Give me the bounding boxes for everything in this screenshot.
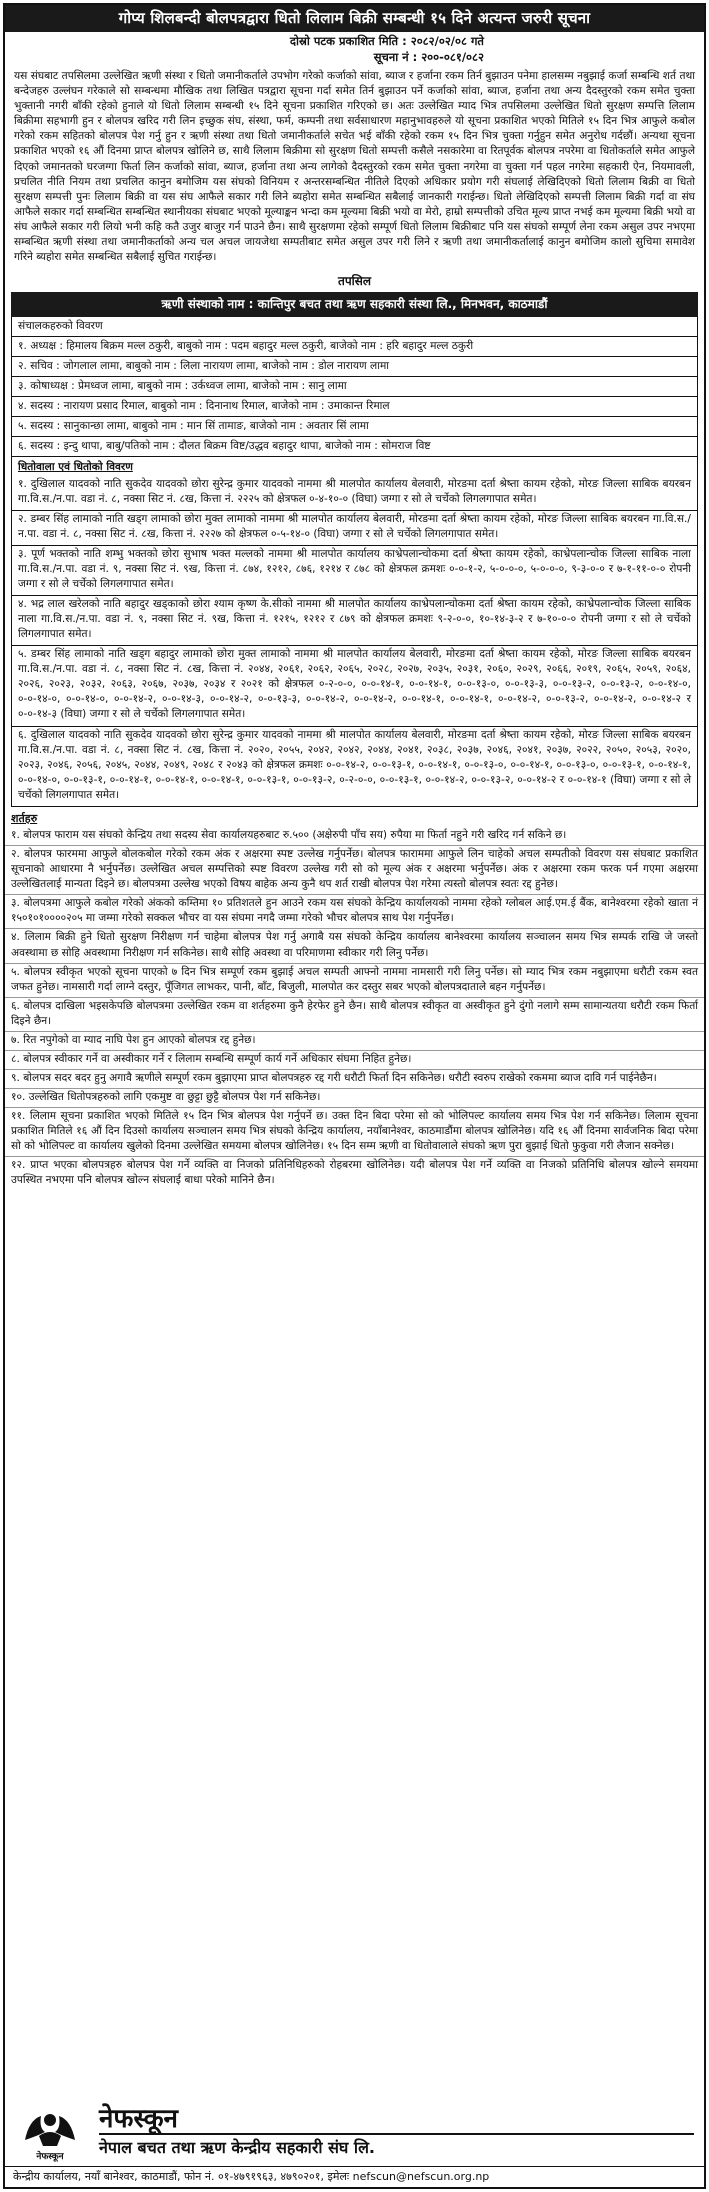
member-row: २. सचिव : जोगलाल लामा, बाबुको नाम : लिला नारायण लामा, बाजेको नाम : डोल नारायण लामा xyxy=(12,357,697,377)
members-table xyxy=(11,317,698,457)
intro-paragraph: यस संघबाट तपसिलमा उल्लेखित ऋणी संस्था र धितो जमानीकर्ताले उपभोग गरेको कर्जाको सांवा, ब्याज र हर्जाना रकम तिर्न बुझाउन पनेमा हालसम्म नबुझाई कर्जा सम्बन्धि शर्त तथा बन्देजहरु उल्लंघन गरेकाले सो सम्बन्धमा मौखिक तथा लिखित पत्रद्वारा सूचना गर्दा समेत तिर्न बुझाउन पर्ने कर्जाको सांवा, ब्याज, हर्जाना तथा अन्य दैदस्तुरको रकम समेत चुक्ता भुक्तानी नगरी बाँकी रहेको हुनाले यो धितो लिलाम सम्बन्धी १५ दिने सूचना प्रकाशित गरिएको छ। अतः उल्लेखित म्याद भित्र तपसिलमा उल्लेखित धितो सुरक्षण सम्पत्ति लिलाम बिक्रीमा सहभागी हुन र बोलपत्र खरिद गरी लिन इच्छुक संघ, संस्था, फर्म, कम्पनी तथा सर्वसाधारण महानुभावहरुले यो सूचना प्रकाशित भएको मितिले १५ दिन भित्र आफुले कबोल गरेको रकम सहितको बोलपत्र पेश गर्नु हुन र ऋणी संस्था तथा धितो जमानीकर्ताले सचेत भई बाँकी रहेको रकम १५ दिन भित्र चुक्ता गर्नुहुन समेत अनुरोध गर्दछौं। अन्यथा सूचना प्रकाशित भएको १६ औं दिनमा प्राप्त बोलपत्र खोलिने छ, साथै लिलाम बिक्रीमा सो सुरक्षण धितो सम्पत्ती कसैले नसकारेमा वा रितपूर्वक बोलपत्र नपरेमा वा धितोकर्ताले समेत आफुले दिएको जमानतको घरजग्गा फिर्ता लिन कर्जाको सांवा, ब्याज, हर्जाना तथा अन्य लागेको दैदस्तुरको रकम समेत चुक्ता नगरेमा वा चुक्ता गर्न पहल नगरेमा सहकारी ऐन, नियमावली, प्रचलित नीति नियम तथा प्रचलित कानुन बमोजिम यस संघको विनियम र अन्तरसम्बन्धित नीतिले दिएको अधिकार प्रयोग गरी संघलाई लेखिदिएको धितो लिलाम बिक्री वा धितो सुरक्षण सम्पत्ती पुनः लिलाम बिक्री वा यस संघ आफैले सकार गरी लिने ब्यहोरा समेत सम्बन्धित सबैलाई जानकारी गराईन्छ। धितो लेखिदिएको सम्पत्ती लिलाम बिक्री गर्दा वा संघ आफैले सकार गर्दा सम्बन्धित सम्बन्धित स्थानीयका संघबाट भएको मूल्याङ्कन भन्दा कम मूल्यमा बिक्री भयो वा मेरो, हाम्रो सम्पत्तीको उचित मूल्य प्राप्त नभई कम मूल्यमा बिक्री भयो वा संघ आफैले सकार गरी लियो भनी कहि कतै उजुर बाजुर गर्न पाउने छैन। साथै सुरक्षणमा रहेको सम्पूर्ण धितो लिलाम बिक्रीबाट पनि यस संघको सम्पूर्ण लेना रकम असुल उपर नभएमा सम्बन्धित ऋणी संस्था तथा जमानीकर्ताको अन्य चल अचल जायजेथा सम्पतीबाट समेत असुल उपर गरी लिने र ऋणी तथा जमानीकर्तालाई कानुन बमोजिम कालो सुचिमा समावेश गरिने ब्यहोरा समेत सम्बन्धित सबैलाई सुचित गराईन्छ। xyxy=(14,70,696,263)
term-item: ३. बोलपत्रमा आफुले कबोल गरेको अंकको कम्तिमा १० प्रतिशतले हुन आउने रकम यस संघको केन्द्रिय कार्यालयको नाममा रहेको ग्लोबल आई.एम.ई बैंक, बानेश्वरमा रहेको खाता नं १५०१०१००००२०५ मा जम्मा गरेको सक्कल भौचर वा यस संघमा नगदै जम्मा गरेको भौचर बोलपत्र साथ पेश गर्नुपर्नेछ। xyxy=(5,895,704,929)
org-name-block xyxy=(99,2105,694,2160)
term-item: ५. बोलपत्र स्वीकृत भएको सूचना पाएको ७ दिन भित्र सम्पूर्ण रकम बुझाई अचल सम्पती आफ्नो नाममा नामसारी गरी लिनु पर्नेछ। सो म्याद भित्र रकम नबुझाएमा धरौटी रकम स्वत जफत हुनेछ। नामसारी गर्दा लाग्ने दस्तुर, पूँजिगत लाभकर, पानी, बाँट, बिजुली, मालपोत कर दस्तुर सबर भएको बोलपत्रदाताले बहन गर्नुपर्नेछ। xyxy=(5,964,704,998)
members-header: संचालकहरुको विवरण xyxy=(12,317,697,337)
notice-number: सूचना नं : २००-०८१/०८२ xyxy=(373,49,484,64)
term-item: १. बोलपत्र फाराम यस संघको केन्द्रिय तथा सदस्य सेवा कार्यालयहरुबाट रु.५०० (अक्षेरुपी पाँच सय) रुपैया मा फिर्ता नहुने गरी खरिद गर्न सकिने छ। xyxy=(5,827,704,846)
collateral-item: ५. डम्बर सिंह लामाको नाति खड्ग बहादुर लामाको छोरा मुक्त लामाको नाममा श्री मालपोत कार्यालय बेलवारी, मोरङमा दर्ता श्रेष्ता कायम रहेको, मोरङ जिल्ला साबिक बयरबन गा.वि.स./न.पा. वडा नं. ८, नक्सा सिट नं. ८ख, कित्ता नं. २०४४, २०६१, २०६२, २०६५, २०२८, २०२७, २०३५, २०३१, २०६०, २०२९, २०६६, २०१९, २०६५, २०५९, २०६४, २०२६, २०२३, २०३२, २०६३, २०६७, २०३७, २०३४ र २०२१ को क्षेत्रफल ०-२-०-०, ०-०-१४-१, ०-०-१४-१, ०-०-१३-०, ०-०-१३-३, ०-०-१३-२, ०-०-१३-२, ०-०-१४-०, ०-०-१४-०, ०-०-१४-०, ०-०-१४-२, ०-०-१४-३, ०-०-१४-२, ०-०-१३-३, ०-०-१४-२, ०-०-१४-२, ०-०-१४-१, ०-०-१४-१, ०-०-१४-२, ०-०-१३-२, ०-०-१४-२, ०-०-१४-२ र ०-०-१४-३ (विघा) जग्गा र सो ले चर्चेको लिगलगापात समेत। xyxy=(12,646,697,726)
term-item: ४. लिलाम बिक्री हुने धितो सुरक्षण निरीक्षण गर्न चाहेमा बोलपत्र पेश गर्नु अगाबै यस संघको केन्द्रिय कार्यालय बानेश्वरमा कार्यालय सञ्चालन समय भित्र सम्पर्क राखि जे जस्तो अवस्थामा छ सोहि अवस्थामा निरीक्षण गर्न सकिनेछ। साथै सोहि अवस्था वा परिमाणमा स्वीकार गरी लिनु पर्नेछ। xyxy=(5,929,704,963)
collateral-item: ६. दुखिलाल यादवको नाति सुकदेव यादवको छोरा सुरेन्द्र कुमार यादवको नाममा श्री मालपोत कार्यालय बेलवारी, मोरङमा दर्ता श्रेष्ता कायम रहेको, मोरङ जिल्ला साबिक बयरबन गा.वि.स./न.पा. वडा नं. ८, नक्सा सिट नं. ८ख, कित्ता नं. २०२०, २०५५, २०४२, २०४२, २०४४, २०४१, २०३८, २०३७, २०४६, २०४१, २०३७, २०२२, २०५०, २०५३, २०२०, २०२३, २०४६, २०५६, २०४५, २०४४, २०४९, २०४८ र २०४३ को क्षेत्रफल क्रमशः ०-०-१४-२, ०-०-१३-१, ०-०-१४-१, ०-०-१३-०, ०-०-१४-१, ०-०-१३-०, ०-०-१३-१, ०-०-१४-१, ०-०-१४-०, ०-०-१३-१, ०-०-१४-१, ०-०-१४-१, ०-०-१४-१, ०-०-१३-१, ०-०-१३-२, ०-२-०-०, ०-०-१३-१, ०-०-१४-२, ०-०-१३-२, ०-०-१४-२ र ०-०-१४-१ (विघा) जग्गा र सो ले चर्चेको लिगलगापात समेत। xyxy=(18,728,691,801)
org-short-name: नेफस्कून xyxy=(99,2103,178,2134)
notice-page xyxy=(3,3,706,2189)
publication-info xyxy=(5,34,704,65)
nefscun-logo-icon xyxy=(15,2102,85,2162)
collateral-item: २. डम्बर सिंह लामाको नाति खड्ग लामाको छोरा मुक्त लामाको नाममा श्री मालपोत कार्यालय बेलवारी, मोरङमा दर्ता श्रेष्ता कायम रहेको, मोरङ जिल्ला साबिक बयरबन गा.वि.स./न.पा. वडा नं. ८, नक्सा सिट नं. ८ख, कित्ता नं. २२२७ को क्षेत्रफल ०-५-१४-० (विघा) जग्गा र सो ले चर्चेको लिगलगापात समेत। xyxy=(12,511,697,546)
borrower-name: ऋणी संस्थाको नाम : कान्तिपुर बचत तथा ऋण सहकारी संस्था लि., मिनभवन, काठमाडौं xyxy=(11,292,698,317)
collateral-item: ४. भद्र लाल खरेलको नाति बहादुर खड्काको छोरा श्याम कृष्ण के.सीको नाममा श्री मालपोत कार्यालय काभ्रेपलान्चोकमा दर्ता श्रेष्ता कायम रहेको, काभ्रेपलान्चोक जिल्ला साबिक नाला गा.वि.स./न.पा. वडा नं. ९, नक्सा सिट नं. ९ख, कित्ता नं. १२१५, १२१२ र ८७९ को क्षेत्रफल क्रमशः ९-२-०-०, १०-१४-३-२ र ७-१०-०-० रोपनी जग्गा र सो ले चर्चेको लिगलगापात समेत। xyxy=(12,596,697,646)
member-row: ५. सदस्य : सानुकान्छा लामा, बाबुको नाम : मान सिं तामाङ, बाजेको नाम : अवतार सिं लामा xyxy=(12,417,697,437)
collateral-section xyxy=(11,457,698,807)
terms-list xyxy=(5,827,704,1190)
member-row: ६. सदस्य : इन्दु थापा, बाबु/पतिको नाम : दौलत बिक्रम विष्ट/उद्धव बहादुर थापा, बाजेको नाम : सोमराज विष्ट xyxy=(18,439,431,452)
member-row: ४. सदस्य : नारायण प्रसाद रिमाल, बाबुको नाम : दिनानाथ रिमाल, बाजेको नाम : उमाकान्त रिमाल xyxy=(12,397,697,417)
terms-heading: शर्तहरु xyxy=(11,811,38,825)
term-item: १०. उल्लेखित धितोपत्रहरुको लागि एकमुष्ट वा छुट्टा छुट्टै बोलपत्र पेश गर्न सकिनेछ। xyxy=(5,1089,704,1108)
publication-date: दोस्रो पटक प्रकाशित मिति : २०८२/०२/०८ गते xyxy=(289,34,484,49)
term-item: ८. बोलपत्र स्वीकार गर्ने वा अस्वीकार गर्ने र लिलाम सम्बन्धि सम्पूर्ण कार्य गर्ने अधिकार संघमा निहित हुनेछ। xyxy=(5,1051,704,1070)
footer xyxy=(5,2098,704,2187)
collateral-heading: धितोवाला एवं धितोको विवरण xyxy=(18,461,133,474)
term-item: ११. लिलाम सूचना प्रकाशित भएको मितिले १५ दिन भित्र बोलपत्र पेश गर्नुपर्ने छ। उक्त दिन बिदा परेमा सो को भोलिपल्ट कार्यालय समय भित्र पेश गर्न सकिनेछ। लिलाम सूचना प्रकाशित मितिले १६ औं दिन दिउसो कार्यालय सञ्चालन समय भित्र संघको केन्द्रिय कार्यालय, नयाँबानेश्वर, काठमाडौंमा बोलपत्र खोलिनेछ। यदि १६ औं दिनमा सार्वजनिक बिदा परेमा सो को भोलिपल्ट वा कार्यालय खुलेको दिनमा उल्लेखित समयमा बोलपत्र खोलिनेछ। १५ दिन सम्म ऋणी वा धितोवालाले संघको ऋण पुरा बुझाई धितो फुकुवा गरी लैजान सक्नेछ। xyxy=(5,1108,704,1157)
term-item: ९. बोलपत्र सदर बदर हुनु अगावै ऋणीले सम्पूर्ण रकम बुझाएमा प्राप्त बोलपत्रहरु रद्द गरी धरौटी फिर्ता दिन सकिनेछ। धरौटी स्वरुप राखेको रकममा ब्याज दावि गर्न पाईनेछैन। xyxy=(5,1070,704,1089)
footer-logo-row xyxy=(5,2098,704,2166)
org-full-name: नेपाल बचत तथा ऋण केन्द्रीय सहकारी संघ लि. xyxy=(99,2133,694,2160)
logo-caption: नेफस्कून xyxy=(36,2152,64,2163)
term-item: २. बोलपत्र फारममा आफुले बोलकबोल गरेको रकम अंक र अक्षरमा स्पष्ट उल्लेख गर्नुपर्नेछ। बोलपत्र फाराममा आफुले लिन चाहेको अचल सम्पतीको विवरण यस संघबाट प्रकाशित सूचनाको आधारमा नै भर्नुपर्नेछ। उल्लेखित अचल सम्पत्तिको स्पष्ट विवरण उल्लेख गरी सो को मूल्य अंक र अक्षरमा भर्नुपर्नेछ। अंक र अक्षरमा रकम फरक पर्न गएमा अक्षरमा उल्लेखितलाई मान्यता दिइने छ। बोलपत्रमा उल्लेख भएको विषय बाहेक अन्य कुनै थप शर्त राखी बोलपत्र पेश गरेमा त्यस्तो बोलपत्र स्वतः रद्द हुनेछ। xyxy=(5,846,704,895)
notice-title: गोप्य शिलबन्दी बोलपत्रद्वारा धितो लिलाम बिक्री सम्बन्धी १५ दिने अत्यन्त जरुरी सूचना xyxy=(5,5,704,32)
term-item: १२. प्राप्त भएका बोलपत्रहरु बोलपत्र पेश गर्ने व्यक्ति वा निजको प्रतिनिधिहरुको रोहबरमा खोलिनेछ। यदी बोलपत्र पेश गर्ने व्यक्ति वा निजको प्रतिनिधि बोलपत्र खोल्ने समयमा उपस्थित नभएमा पनि बोलपत्र खोल्न संघलाई बाधा परेको मानिने छैन। xyxy=(11,1158,698,1186)
tapsil-heading: तपसिल xyxy=(337,273,371,288)
member-row: ३. कोषाध्यक्ष : प्रेमध्वज लामा, बाबुको नाम : उर्कध्वज लामा, बाजेको नाम : सानु लामा xyxy=(12,377,697,397)
collateral-item: ३. पूर्ण भक्तको नाति शम्भु भक्तको छोरा सुभाष भक्त मल्लको नाममा श्री मालपोत कार्यालय काभ्रेपलान्चोकमा दर्ता श्रेष्ता कायम रहेको, काभ्रेपलान्चोक जिल्ला साबिक नाला गा.वि.स./न.पा. वडा नं. ९, नक्सा सिट नं. ९ख, कित्ता नं. ८७४, १२१२, ८७६, १२१४ र ८७८ को क्षेत्रफल क्रमशः ०-०-१-२, ५-०-०-०, ५-०-०-०, ९-३-०-० र ७-१-११-०-० रोपनी जग्गा र सो ले चर्चेको लिगलगापात समेत। xyxy=(12,546,697,596)
term-item: ७. रित नपुगेको वा म्याद नाघि पेश हुन आएको बोलपत्र रद्द हुनेछ। xyxy=(5,1032,704,1051)
footer-address: केन्द्रीय कार्यालय, नयाँ बानेश्वर, काठमाडौं, फोन नं. ०१-४७९१९६३, ४७९०२०१, इमेलः nefscun@nefscun.org.np xyxy=(5,2166,704,2187)
member-row: १. अध्यक्ष : हिमालय बिक्रम मल्ल ठकुरी, बाबुको नाम : पदम बहादुर मल्ल ठकुरी, बाजेको नाम : हरि बहादुर मल्ल ठकुरी xyxy=(12,337,697,357)
collateral-item: १. दुखिलाल यादवको नाति सुकदेव यादवको छोरा सुरेन्द्र कुमार यादवको नाममा श्री मालपोत कार्यालय बेलवारी, मोरङमा दर्ता श्रेष्ता कायम रहेको, मोरङ जिल्ला साबिक बयरबन गा.वि.स./न.पा. वडा नं. ८, नक्सा सिट नं. ८ख, कित्ता नं. २२२५ को क्षेत्रफल ०-४-१०-० (विघा) जग्गा र सो ले चर्चेको लिगलगापात समेत। xyxy=(12,476,697,511)
term-item: ६. बोलपत्र दाखिला भइसकेपछि बोलपत्रमा उल्लेखित रकम वा शर्तहरुमा कुनै हेरफेर हुने छैन। साथै बोलपत्र स्वीकृत वा अस्वीकृत हुने दुंगो नलागे सम्म सामान्यतया धरौटी रकम फिर्ता दिइने छैन। xyxy=(5,998,704,1032)
